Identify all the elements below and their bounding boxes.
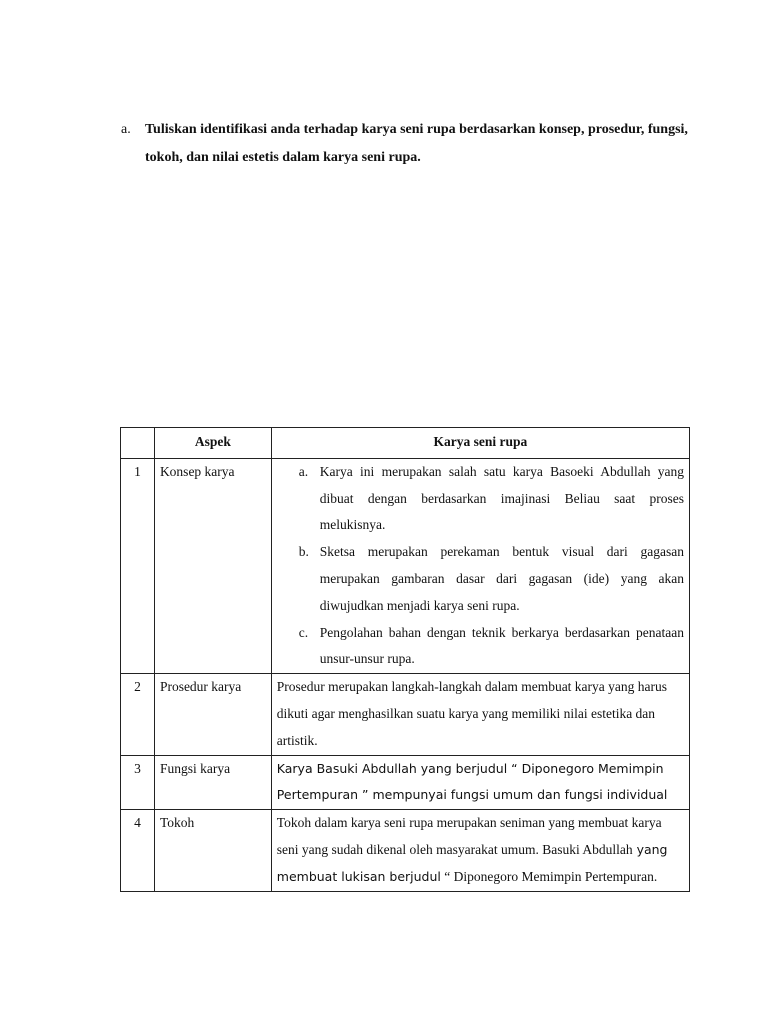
row-number: 4 [121, 810, 155, 891]
list-marker: a. [298, 463, 309, 479]
table-row [121, 810, 690, 891]
row-aspect: Fungsi karya [154, 755, 271, 810]
list-item-text: Karya ini merupakan salah satu karya Basoeki Abdullah yang dibuat dengan berdasarkan imajinasi Beliau saat proses melukisnya. [319, 463, 684, 533]
row-aspect: Prosedur karya [154, 674, 271, 755]
row-description: Karya Basuki Abdullah yang berjudul “ Diponegoro Memimpin Pertempuran ” mempunyai fungsi umum dan fungsi individual [271, 755, 689, 810]
row-description [271, 458, 689, 673]
header-artwork: Karya seni rupa [271, 428, 689, 459]
table-row [121, 458, 690, 673]
row-number: 3 [121, 755, 155, 810]
row-aspect: Tokoh [154, 810, 271, 891]
list-item [277, 539, 684, 619]
row-aspect: Konsep karya [154, 458, 271, 673]
description-part: yang membuat lukisan berjudul [276, 841, 668, 884]
table-row [121, 674, 690, 755]
question-text: Tuliskan identifikasi anda terhadap karya seni rupa berdasarkan konsep, prosedur, fungsi, tokoh, dan nilai estetis dalam karya seni rupa. [145, 122, 688, 165]
header-number [121, 428, 155, 459]
question [121, 116, 701, 172]
list-marker: c. [298, 624, 309, 640]
question-marker: a. [121, 122, 131, 137]
table-row [121, 755, 690, 810]
row-number: 1 [121, 458, 155, 673]
list-item [277, 459, 684, 539]
list-item-text: Sketsa merupakan perekaman bentuk visual dari gagasan merupakan gambaran dasar dari gagasan (ide) yang akan diwujudkan menjadi karya seni rupa. [319, 544, 684, 613]
list-item [277, 620, 684, 674]
row-description [271, 810, 689, 891]
table-header-row [121, 428, 690, 459]
identification-table [120, 427, 690, 892]
row-description: Prosedur merupakan langkah-langkah dalam membuat karya yang harus dikuti agar menghasilkan suatu karya yang memiliki nilai estetika dan artistik. [271, 674, 689, 755]
row-number: 2 [121, 674, 155, 755]
description-part: “ Diponegoro Memimpin Pertempuran. [440, 868, 658, 884]
list-item-text: Pengolahan bahan dengan teknik berkarya berdasarkan penataan unsur-unsur rupa. [319, 624, 684, 667]
header-aspect: Aspek [154, 428, 271, 459]
description-part: Tokoh dalam karya seni rupa merupakan seniman yang membuat karya seni yang sudah dikenal oleh masyarakat umum. Basuki Abdullah [276, 815, 662, 857]
concept-list [277, 459, 684, 673]
list-marker: b. [298, 544, 309, 560]
